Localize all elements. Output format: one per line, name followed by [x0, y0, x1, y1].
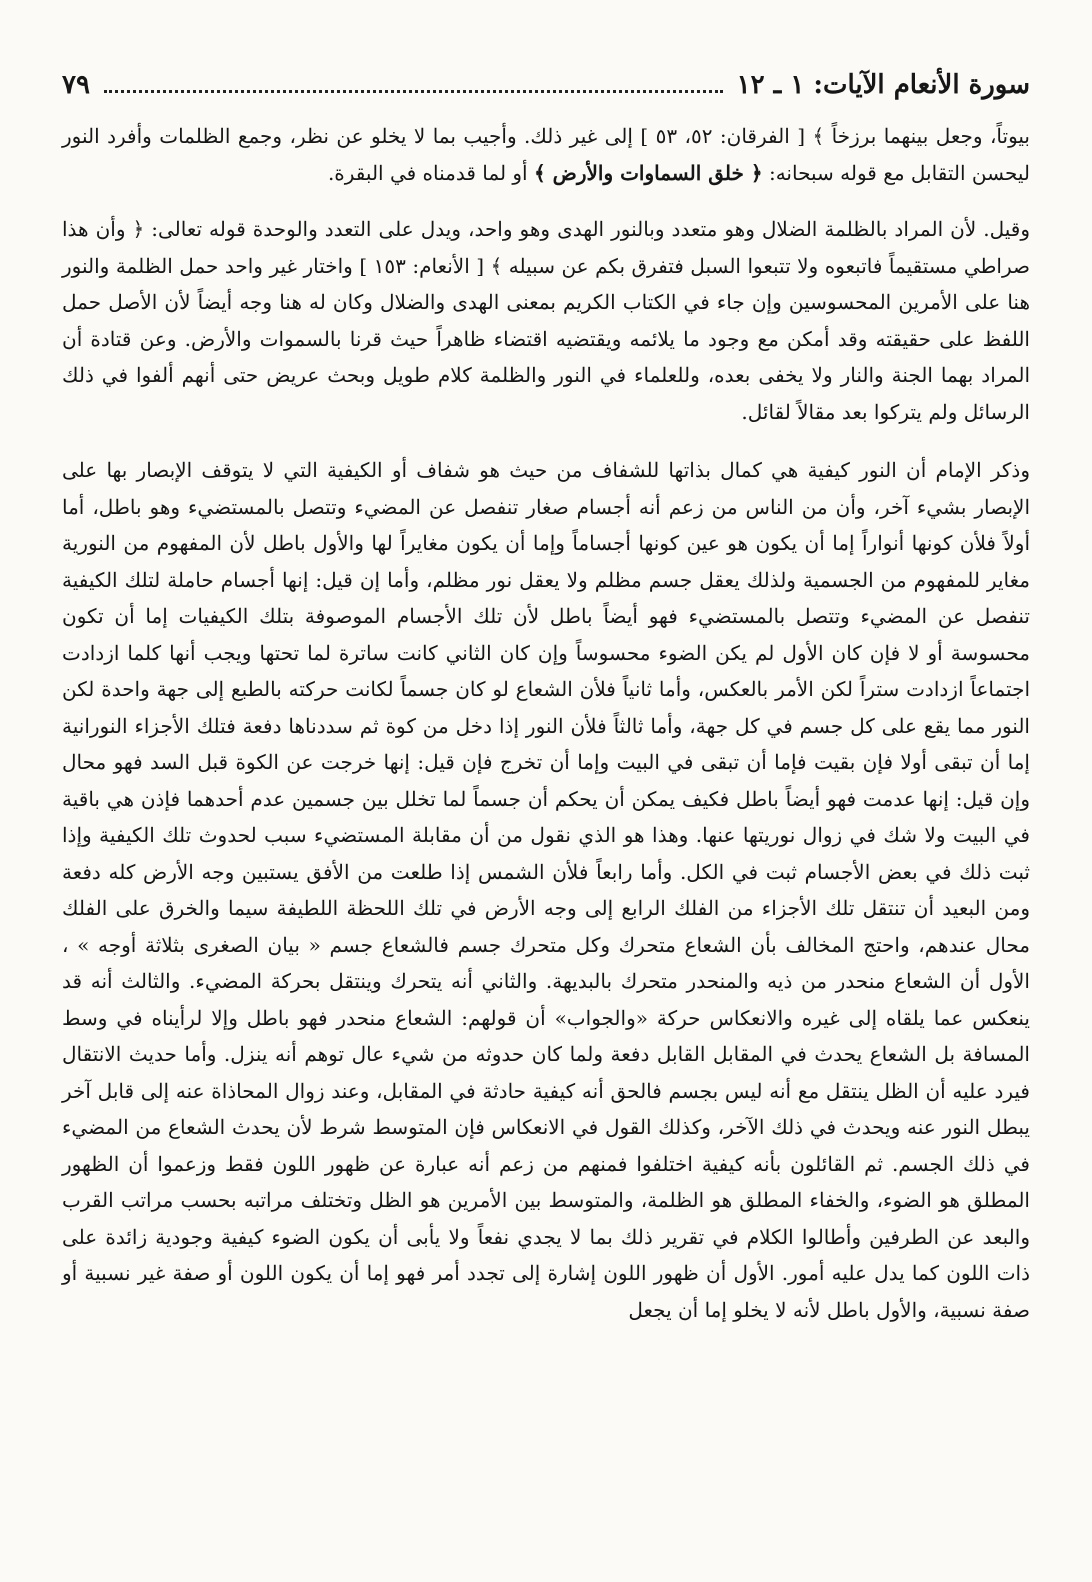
dotted-leader [104, 90, 723, 93]
paragraph-1-text-a: بيوتاً، وجعل بينهما برزخاً ﴾ [ الفرقان: ٥٢، ٥٣ ] إلى غير ذلك. وأجيب بما لا يخلو عن نظر، وجمع الظلمات وأفرد النور ليحسن التقابل مع قوله سبحانه: [62, 124, 1031, 185]
page-body [62, 118, 1030, 1328]
running-header [62, 62, 1030, 108]
paragraph-1 [62, 118, 1030, 191]
paragraph-2: وقيل. لأن المراد بالظلمة الضلال وهو متعدد وبالنور الهدى وهو واحد، ويدل على التعدد والوحدة قوله تعالى: ﴿ وأن هذا صراطي مستقيماً فاتبعوه ولا تتبعوا السبل فتفرق بكم عن سبيله ﴾ [ الأنعام: ١٥٣ ] واختار غير واحد حمل الظلمة والنور هنا على الأمرين المحسوسين وإن جاء في الكتاب الكريم بمعنى الهدى والضلال وكان له هنا وجه أيضاً لأن الأصل حمل اللفظ على حقيقته وقد أمكن مع وجود ما يلائمه ويقتضيه اقتضاء ظاهراً حيث قرنا بالسموات والأرض. وعن قتادة أن المراد بهما الجنة والنار ولا يخفى بعده، وللعلماء في النور والظلمة كلام طويل وبحث عريض حتى أنهم ألفوا في ذلك الرسائل ولم يتركوا بعد مقالاً لقائل. [62, 217, 1030, 424]
surah-title: سورة الأنعام الآيات: ١ ـ ١٢ [736, 70, 1030, 100]
quranic-quote: ﴿ خلق السماوات والأرض ﴾ [533, 160, 763, 185]
paragraph-3: وذكر الإمام أن النور كيفية هي كمال بذاتها للشفاف من حيث هو شفاف أو الكيفية التي لا يتوقف الإبصار بها على الإبصار بشيء آخر، وأن من الناس من زعم أنه أجسام صغار تنفصل عن المضيء وتتصل بالمستضيء وهو باطل، أما أولاً فلأن كونها أنواراً إما أن يكون هو عين كونها أجساماً وإما أن يكون مغايراً لها والأول باطل لأن المفهوم من النورية مغاير للمفهوم من الجسمية ولذلك يعقل جسم مظلم ولا يعقل نور مظلم، وأما إن قيل: إنها أجسام حاملة لتلك الكيفية تنفصل عن المضيء وتتصل بالمستضيء فهو أيضاً باطل لأن تلك الأجسام الموصوفة بتلك الكيفيات إما أن تكون محسوسة أو لا فإن كان الأول لم يكن الضوء محسوساً وإن كان الثاني كانت ساترة لما تحتها ويجب أنها كلما ازدادت اجتماعاً ازدادت ستراً لكن الأمر بالعكس، وأما ثانياً فلأن الشعاع لو كان جسماً لكانت حركته بالطبع إلى جهة واحدة لكن النور مما يقع على كل جسم في كل جهة، وأما ثالثاً فلأن النور إذا دخل من كوة ثم سددناها دفعة فتلك الأجزاء النورانية إما أن تبقى أولا فإن بقيت فإما أن تبقى في البيت وإما أن تخرج فإن قيل: إنها خرجت عن الكوة قبل السد فهو محال وإن قيل: إنها عدمت فهو أيضاً باطل فكيف يمكن أن يحكم أن جسماً لما تخلل بين جسمين عدم أحدهما فإذن هي باقية في البيت ولا شك في زوال نوريتها عنها. وهذا هو الذي نقول من أن مقابلة المستضيء سبب لحدوث تلك الكيفية وإذا ثبت ذلك في بعض الأجسام ثبت في الكل. وأما رابعاً فلأن الشمس إذا طلعت من الأفق يستبين وجه الأرض كله دفعة ومن البعيد أن تنتقل تلك الأجزاء من الفلك الرابع إلى وجه الأرض في تلك اللحظة اللطيفة سيما والخرق على الفلك محال عندهم، واحتج المخالف بأن الشعاع متحرك وكل متحرك جسم فالشعاع جسم « بيان الصغرى بثلاثة أوجه » ، الأول أن الشعاع منحدر من ذيه والمنحدر متحرك بالبديهة. والثاني أنه يتحرك وينتقل بحركة المضيء. والثالث أنه قد ينعكس عما يلقاه إلى غيره والانعكاس حركة «والجواب» أن قولهم: الشعاع منحدر فهو باطل وإلا لرأيناه في وسط المسافة بل الشعاع يحدث في المقابل القابل دفعة ولما كان حدوثه من شيء عال توهم أنه ينزل. وأما حديث الانتقال فيرد عليه أن الظل ينتقل مع أنه ليس بجسم فالحق أنه كيفية حادثة في المقابل، وعند زوال المحاذاة عنه إلى قابل آخر يبطل النور عنه ويحدث في ذلك الآخر، وكذلك القول في الانعكاس فإن المتوسط شرط لأن يحدث الشعاع من المضيء في ذلك الجسم. ثم القائلون بأنه كيفية اختلفوا فمنهم من زعم أنه عبارة عن ظهور اللون فقط وزعموا أن الظهور المطلق هو الضوء، والخفاء المطلق هو الظلمة، والمتوسط بين الأمرين هو الظل وتختلف مراتبه بحسب مراتب القرب والبعد عن الطرفين وأطالوا الكلام في تقرير ذلك بما لا يجدي نفعاً ولا يأبى أن يكون الضوء كيفية وجودية زائدة على ذات اللون كما يدل عليه أمور. الأول أن ظهور اللون إشارة إلى تجدد أمر فهو إما أن يكون اللون أو صفة غير نسبية أو صفة نسبية، والأول باطل لأنه لا يخلو إما أن يجعل [62, 458, 1031, 1322]
paragraph-1-text-b: أو لما قدمناه في البقرة. [327, 160, 534, 185]
page-number: ٧٩ [62, 70, 90, 100]
